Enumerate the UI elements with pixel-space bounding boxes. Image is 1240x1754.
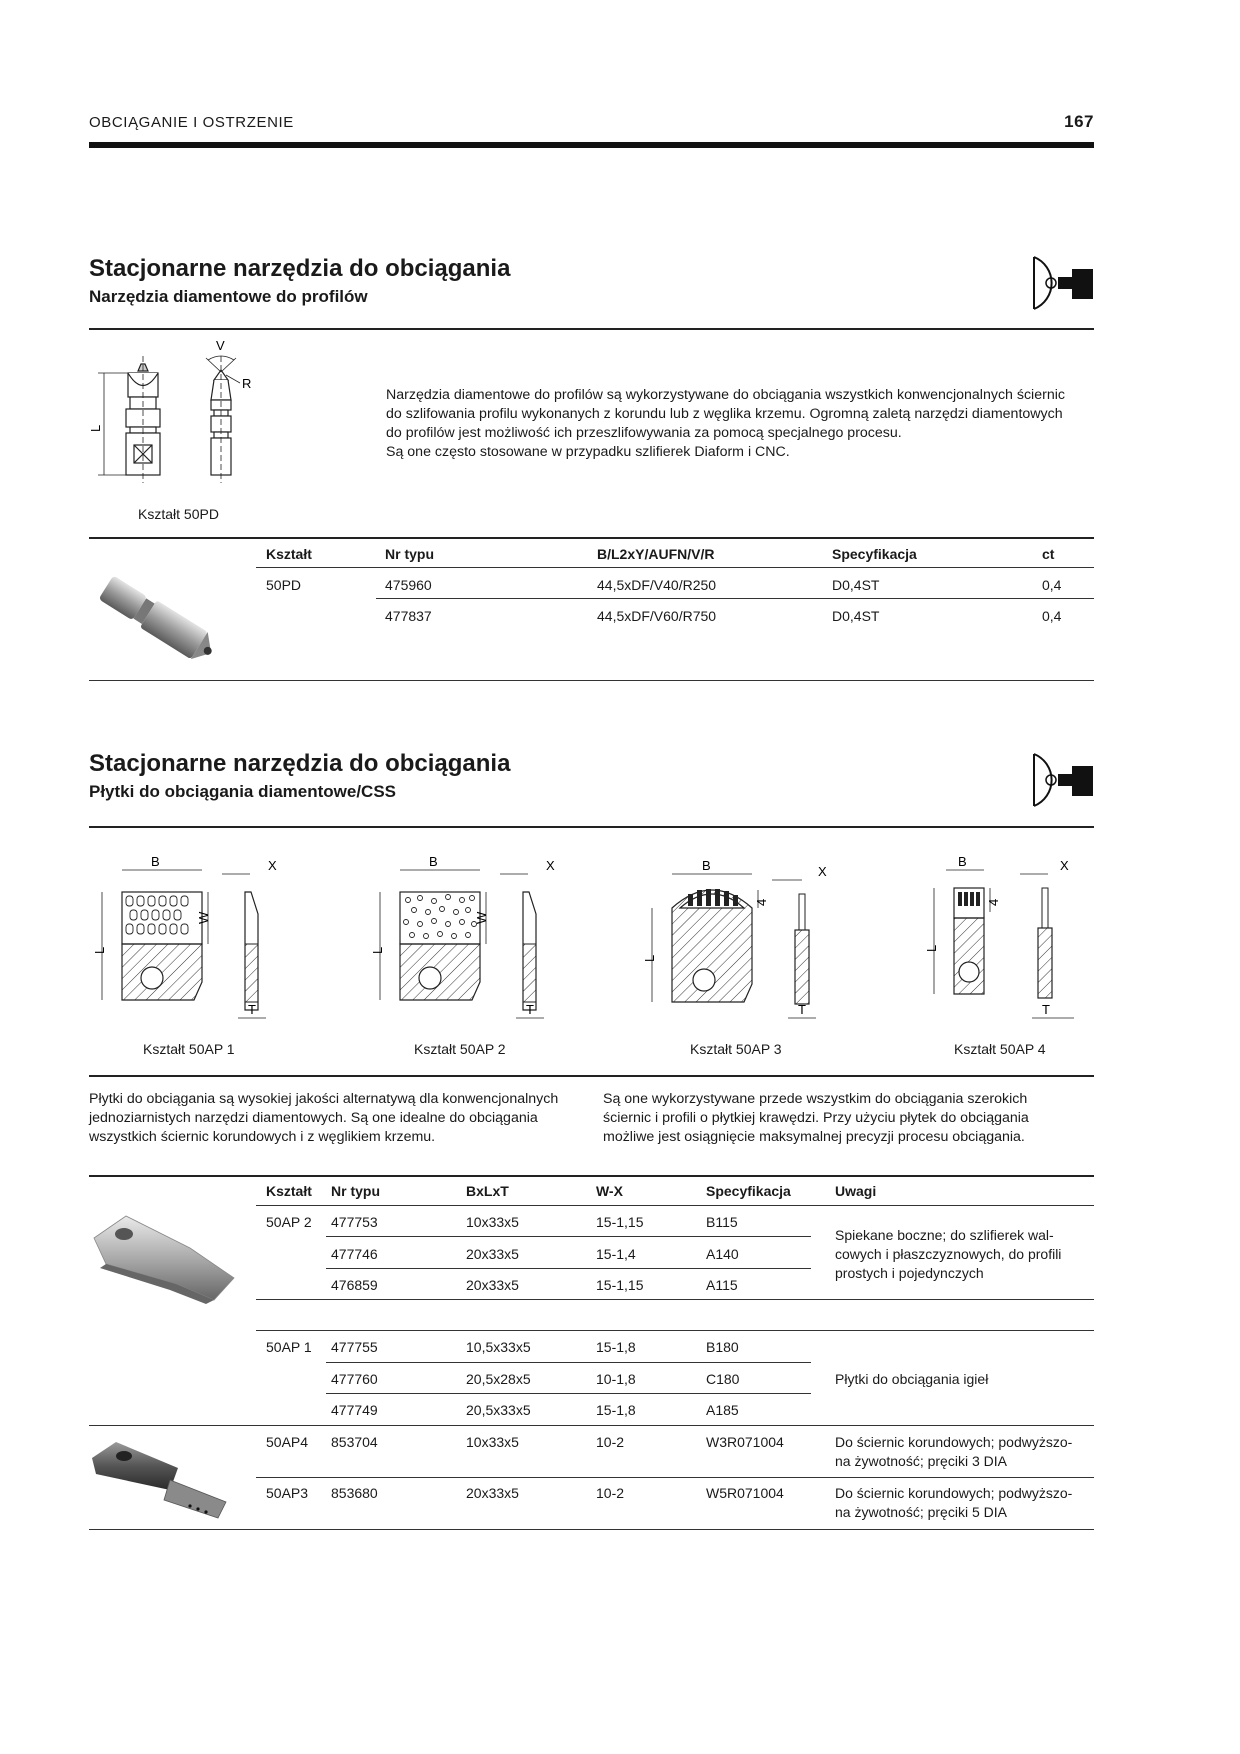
- dim-l-label: L: [88, 424, 103, 432]
- dressing-tool-icon: [1030, 750, 1096, 810]
- note-line: Do ściernic korundowych; podwyższo-: [835, 1434, 1073, 1450]
- section2-title: Stacjonarne narzędzia do obciągania: [89, 750, 511, 777]
- caption-50pd: Kształt 50PD: [138, 506, 219, 522]
- table-cell: B180: [706, 1339, 739, 1355]
- table-cell: 20,5x28x5: [466, 1371, 531, 1387]
- note-line: na żywotność; pręciki 3 DIA: [835, 1453, 1007, 1469]
- table-cell: 477746: [331, 1246, 378, 1262]
- dim-b-label: B: [429, 854, 438, 869]
- table-cell: 15-1,4: [596, 1246, 636, 1262]
- table-cell: 853680: [331, 1485, 378, 1501]
- table-cell: 44,5xDF/V60/R750: [597, 608, 717, 624]
- table-cell: A185: [706, 1402, 739, 1418]
- desc-line: możliwe jest osiągnięcie maksymalnej precyzji procesu obciągania.: [603, 1129, 1025, 1145]
- table-cell: 20x33x5: [466, 1246, 519, 1262]
- section2-mid-rule: [89, 1075, 1094, 1077]
- table-cell: 50AP 2: [266, 1214, 312, 1230]
- table-cell: 475960: [385, 577, 432, 593]
- table1-bottom-rule: [89, 680, 1094, 681]
- section1-rule: [89, 328, 1094, 330]
- table-cell: 10x33x5: [466, 1434, 519, 1450]
- table-cell: 477837: [385, 608, 432, 624]
- dim-t-label: T: [248, 1002, 256, 1017]
- section2-desc-left: [89, 1090, 589, 1147]
- section1-subtitle: Narzędzia diamentowe do profilów: [89, 287, 368, 306]
- dressing-tool-icon: [1030, 253, 1096, 313]
- desc-line: wszystkich ściernic korundowych i z węglikiem krzemu.: [89, 1129, 436, 1145]
- table-cell: 477753: [331, 1214, 378, 1230]
- table-cell: 10,5x33x5: [466, 1339, 531, 1355]
- note-line: na żywotność; pręciki 5 DIA: [835, 1504, 1007, 1520]
- dim-l-label: L: [92, 946, 107, 954]
- dim-b-label: B: [702, 858, 711, 873]
- table-cell: 477760: [331, 1371, 378, 1387]
- desc-line: do profilów jest możliwość ich przeszlifowywania za pomocą specjalnego procesu.: [386, 425, 902, 441]
- dim-x-label: X: [546, 858, 555, 873]
- table2-row-rule: [326, 1268, 811, 1269]
- table-cell: 20,5x33x5: [466, 1402, 531, 1418]
- table-cell: 15-1,8: [596, 1402, 636, 1418]
- shape-50pd-drawing: [90, 338, 290, 498]
- caption-50ap3: Kształt 50AP 3: [690, 1041, 782, 1057]
- table2-bottom-rule: [89, 1529, 1094, 1530]
- dim-4-label: 4: [986, 898, 1001, 906]
- product-photo-50ap4: [86, 1430, 236, 1525]
- section2-subtitle: Płytki do obciągania diamentowe/CSS: [89, 782, 397, 801]
- caption-50ap2: Kształt 50AP 2: [414, 1041, 506, 1057]
- note-853680: [835, 1484, 1095, 1522]
- table1-top-rule: [89, 537, 1094, 539]
- caption-50ap1: Kształt 50AP 1: [143, 1041, 235, 1057]
- table-cell: D0,4ST: [832, 608, 880, 624]
- table2-header: BxLxT: [466, 1183, 509, 1199]
- table-cell: 15-1,8: [596, 1339, 636, 1355]
- table2-row-rule: [256, 1205, 1094, 1206]
- table-cell: 20x33x5: [466, 1277, 519, 1293]
- dim-x-label: X: [1060, 858, 1069, 873]
- dim-t-label: T: [1042, 1002, 1050, 1017]
- table-cell: 0,4: [1042, 608, 1062, 624]
- desc-line: Są one często stosowane w przypadku szlifierek Diaform i CNC.: [386, 444, 790, 460]
- desc-line: ściernic i profili o płytkiej krawędzi. Przy użyciu płytek do obciągania: [603, 1110, 1029, 1126]
- table-cell: 476859: [331, 1277, 378, 1293]
- table2-row-rule: [256, 1330, 1094, 1331]
- section1-title: Stacjonarne narzędzia do obciągania: [89, 255, 511, 282]
- dim-v-label: V: [216, 338, 225, 353]
- table2-header: W-X: [596, 1183, 623, 1199]
- desc-line: jednoziarnistych narzędzi diamentowych. Są one idealne do obciągania: [89, 1110, 538, 1126]
- table-cell: 15-1,15: [596, 1277, 644, 1293]
- table2-row-rule: [326, 1236, 811, 1237]
- table-cell: 50AP3: [266, 1485, 309, 1501]
- table-cell: 10-1,8: [596, 1371, 636, 1387]
- table-cell: 10-2: [596, 1485, 625, 1501]
- dim-x-label: X: [818, 864, 827, 879]
- table-cell: W3R071004: [706, 1434, 784, 1450]
- table1-header: Nr typu: [385, 546, 434, 562]
- section2-rule: [89, 826, 1094, 828]
- note-line: Do ściernic korundowych; podwyższo-: [835, 1485, 1073, 1501]
- desc-line: Są one wykorzystywane przede wszystkim do obciągania szerokich: [603, 1091, 1028, 1107]
- table-cell: B115: [706, 1214, 738, 1230]
- dim-w-label: W: [474, 911, 489, 924]
- dim-l-label: L: [642, 954, 657, 962]
- desc-line: Płytki do obciągania są wysokiej jakości alternatywą dla konwencjonalnych: [89, 1091, 559, 1107]
- dim-b-label: B: [958, 854, 967, 869]
- table2-header: Nr typu: [331, 1183, 380, 1199]
- table-cell: 50AP4: [266, 1434, 309, 1450]
- note-line: cowych i płaszczyznowych, do profili: [835, 1246, 1062, 1262]
- table-cell: C180: [706, 1371, 740, 1387]
- table2-header: Uwagi: [835, 1183, 877, 1199]
- table-cell: 50PD: [266, 577, 302, 593]
- plate-50ap4-drawing: [924, 854, 1074, 1018]
- table1-header: Specyfikacja: [832, 546, 917, 562]
- table-cell: A115: [706, 1277, 738, 1293]
- table-cell: 44,5xDF/V40/R250: [597, 577, 717, 593]
- section1-description: [386, 386, 1106, 462]
- table2-row-rule: [326, 1393, 811, 1394]
- table-cell: D0,4ST: [832, 577, 880, 593]
- table-cell: 10-2: [596, 1434, 625, 1450]
- table-cell: 15-1,15: [596, 1214, 644, 1230]
- note-line: Spiekane boczne; do szlifierek wal-: [835, 1227, 1054, 1243]
- table1-header: B/L2xY/AUFN/V/R: [597, 546, 715, 562]
- running-header: OBCIĄGANIE I OSTRZENIE: [89, 114, 294, 131]
- desc-line: Narzędzia diamentowe do profilów są wykorzystywane do obciągania wszystkich konwencjonalnych ściernic: [386, 387, 1065, 403]
- table2-row-rule: [256, 1477, 1094, 1478]
- table-cell: 10x33x5: [466, 1214, 519, 1230]
- table2-row-rule: [89, 1425, 1094, 1426]
- dim-t-label: T: [526, 1002, 534, 1017]
- dim-l-label: L: [924, 944, 939, 952]
- table-cell: 477755: [331, 1339, 378, 1355]
- dim-r-label: R: [242, 376, 252, 391]
- table-cell: 50AP 1: [266, 1339, 312, 1355]
- dim-x-label: X: [268, 858, 277, 873]
- table1-row-rule: [376, 598, 1094, 599]
- desc-line: do szlifowania profilu wykonanych z korundu lub z węglika krzemu. Ogromną zaletą narzędzi diamentowych: [386, 406, 1063, 422]
- page-number: 167: [1064, 112, 1094, 131]
- table-cell: 20x33x5: [466, 1485, 519, 1501]
- plate-50ap1-drawing: [92, 854, 277, 1018]
- note-group2: Płytki do obciągania igieł: [835, 1371, 989, 1387]
- plate-50ap3-drawing: [642, 858, 827, 1018]
- plate-50ap2-drawing: [370, 854, 555, 1018]
- table-cell: W5R071004: [706, 1485, 784, 1501]
- table2-header: Specyfikacja: [706, 1183, 791, 1199]
- table1-header: ct: [1042, 546, 1055, 562]
- product-photo-50pd: [88, 566, 228, 676]
- section2-desc-right: [603, 1090, 1093, 1147]
- note-group1: [835, 1226, 1095, 1283]
- table-cell: 0,4: [1042, 577, 1062, 593]
- product-photo-50ap2: [86, 1208, 236, 1308]
- note-line: prostych i pojedynczych: [835, 1265, 984, 1281]
- table-cell: A140: [706, 1246, 739, 1262]
- dim-l-label: L: [370, 946, 385, 954]
- header-rule: [89, 142, 1094, 148]
- table2-top-rule: [89, 1175, 1094, 1177]
- note-853704: [835, 1433, 1095, 1471]
- table2-row-rule: [256, 1299, 1094, 1300]
- table2-row-rule: [326, 1362, 811, 1363]
- caption-50ap4: Kształt 50AP 4: [954, 1041, 1046, 1057]
- table2-header: Kształt: [266, 1183, 312, 1199]
- plates-drawings: [90, 852, 1100, 1022]
- table-cell: 477749: [331, 1402, 378, 1418]
- dim-t-label: T: [798, 1002, 806, 1017]
- table1-header: Kształt: [266, 546, 312, 562]
- dim-4-label: 4: [754, 898, 769, 906]
- table1-row-rule: [256, 567, 1094, 568]
- table-cell: 853704: [331, 1434, 378, 1450]
- dim-b-label: B: [151, 854, 160, 869]
- dim-w-label: W: [196, 911, 211, 924]
